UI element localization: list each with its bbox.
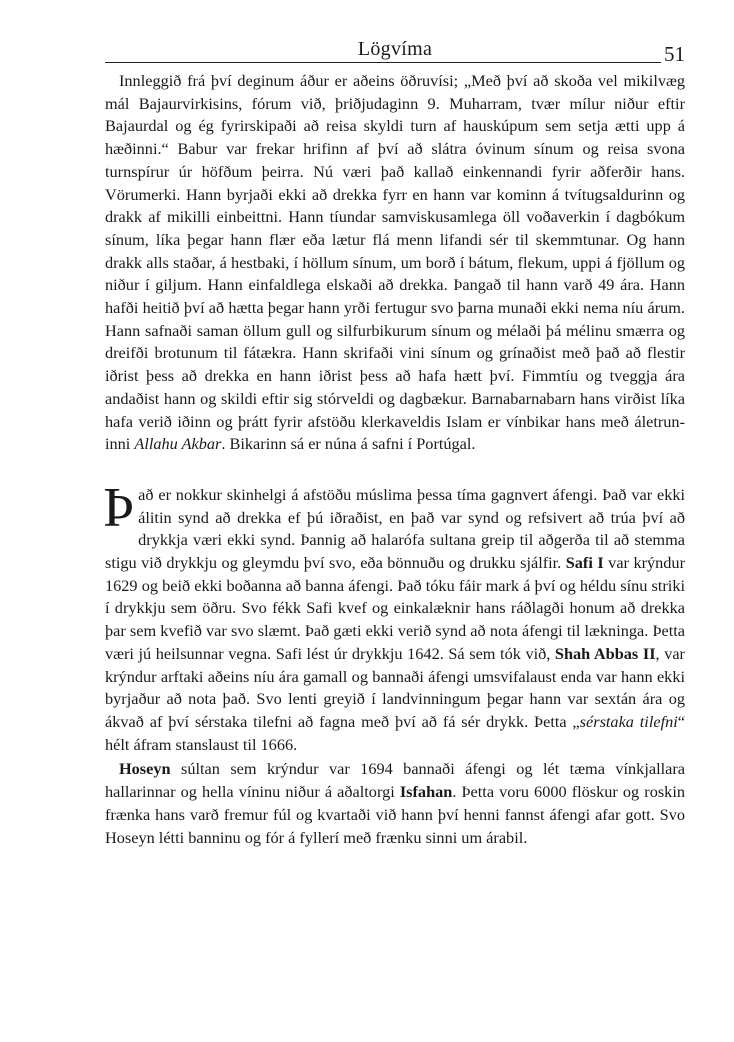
- paragraph-text: . Þetta voru 6000 flöskur og roskin frænka hans varð fremur fúl og kvartaði við hann því henni fannst áfengi afar gott. Svo Hoseyn létti banninu og fór á fyllerí með frænku sinni um árabil.: [105, 782, 685, 847]
- bold-place: Isfahan: [399, 782, 453, 802]
- bold-name: Hoseyn: [119, 759, 171, 779]
- inscription-italic: Allahu Akbar: [134, 434, 222, 454]
- paragraph-text: , var krýndur arftaki aðeins níu ára gamall og bannaði áfengi umsvifalaust enda var hann ekki byrjaður að nota það. Svo lenti greyið í landvinningum þegar hann var sextán ára og ákvað af því sérstaka tilefni að fagna með því að fá sér drykk. Þetta „: [105, 643, 685, 731]
- header-rule: [105, 62, 661, 63]
- paragraph-babur: [105, 70, 685, 456]
- bold-name: Safi I: [565, 553, 604, 573]
- paragraph-text: að er nokkur skinhelgi á afstöðu múslima þessa tíma gagnvert áfengi. Það var ekki álitin synd að drekka ef þú iðraðist, en það var synd og refsivert að trúa því að drykkja væri ekki synd. Þannig að halarófa sultana greip til aðgerða til að stemma stigu við drykkju og gleymdu því svo, eða bönnuðu og drukku sjálfir.: [105, 484, 685, 573]
- paragraph-text: Innleggið frá því deginum áður er aðeins öðruvísi; „Með því að skoða vel mikilvæg mál Bajaurvirkisins, fórum við, þriðjudaginn 9. Muharram, tvær mílur niður eftir Bajaurdal og ég fyrirskipaði að reisa skyldi turn af hauskúpum sem setja ætti upp á hæðinni.“ Babur var frekar hrifinn af því að slátra óvinum sínum og reisa svona turnspírur úr höfðum þeirra. Nú væri það kallað einkennandi fyrir aðferðir hans. Vörumerki. Hann byrjaði ekki að drekka fyrr en hann var kominn á tvítugsaldurinn og drakk af mikilli einbeittni. Hann tíundar samviskusamlega öll voðaverkin í dagbókum sínum, líka þegar hann flær eða lætur flá menn lifandi sér til skemmtunar. Og hann drakk alls staðar, á hestbaki, í höllum sínum, um borð í bátum, flekum, uppi á fjöllum og niður í giljum. Hann einfaldlega elskaði að drekka. Þangað til hann varð 49 ára. Hann hafði heitið því að hætta þegar hann yrði fertugur svo þarna munaði ekki nema níu árum. Hann safnaði saman öllum gull og silfurbikurum sínum og mélaði þá mélinu smærra og dreifði brotunum til fátækra. Hann skrifaði vini sínum og grínaðist með það að flestir iðrist þess að drekka en hann iðrist þess að hafa hætt því. Fimmtíu og tveggja ára andaðist hann og skildi eftir sig stórveldi og dagbækur. Barnabarnabarn hans virðist líka hafa verið iðinn og þrátt fyrir afstöðu klerkaveldis Islam er vínbikar hans með áletruninni: [105, 71, 685, 454]
- bold-name: Shah Abbas II: [554, 643, 656, 663]
- paragraph-text: súltan sem krýndur var 1694 bannaði áfengi og lét tæma vínkjallara hallarinnar og hella víninu niður á aðaltorgi: [105, 759, 685, 802]
- body-text: [105, 70, 685, 849]
- paragraph-text: var krýndur 1629 og beið ekki boðanna að banna áfengi. Það tóku fáir mark á því og héldu sínu striki í drykkju sem öðru. Svo fékk Safi kvef og einkalæknir hans ráðlagði honum að drekka þar sem kvefið var svo slæmt. Það gæti ekki verið synd að nota áfengi til lækninga. Þetta væri jú heilsunnar vegna. Safi lést úr drykkju 1642. Sá sem tók við,: [105, 553, 685, 663]
- paragraph-safi: [103, 476, 686, 756]
- drop-cap: Þ: [103, 476, 135, 539]
- page-header: [105, 38, 685, 68]
- paragraph-text: “ hélt áfram stanslaust til 1666.: [105, 711, 686, 754]
- running-title: Lögvíma: [357, 38, 433, 60]
- paragraph-text: . Bikarinn sá er núna á safni í Portúgal.: [221, 434, 476, 454]
- emphasis-italic: sérstaka tilefni: [579, 711, 678, 731]
- paragraph-hoseyn: [105, 758, 685, 849]
- page-number: 51: [664, 42, 685, 66]
